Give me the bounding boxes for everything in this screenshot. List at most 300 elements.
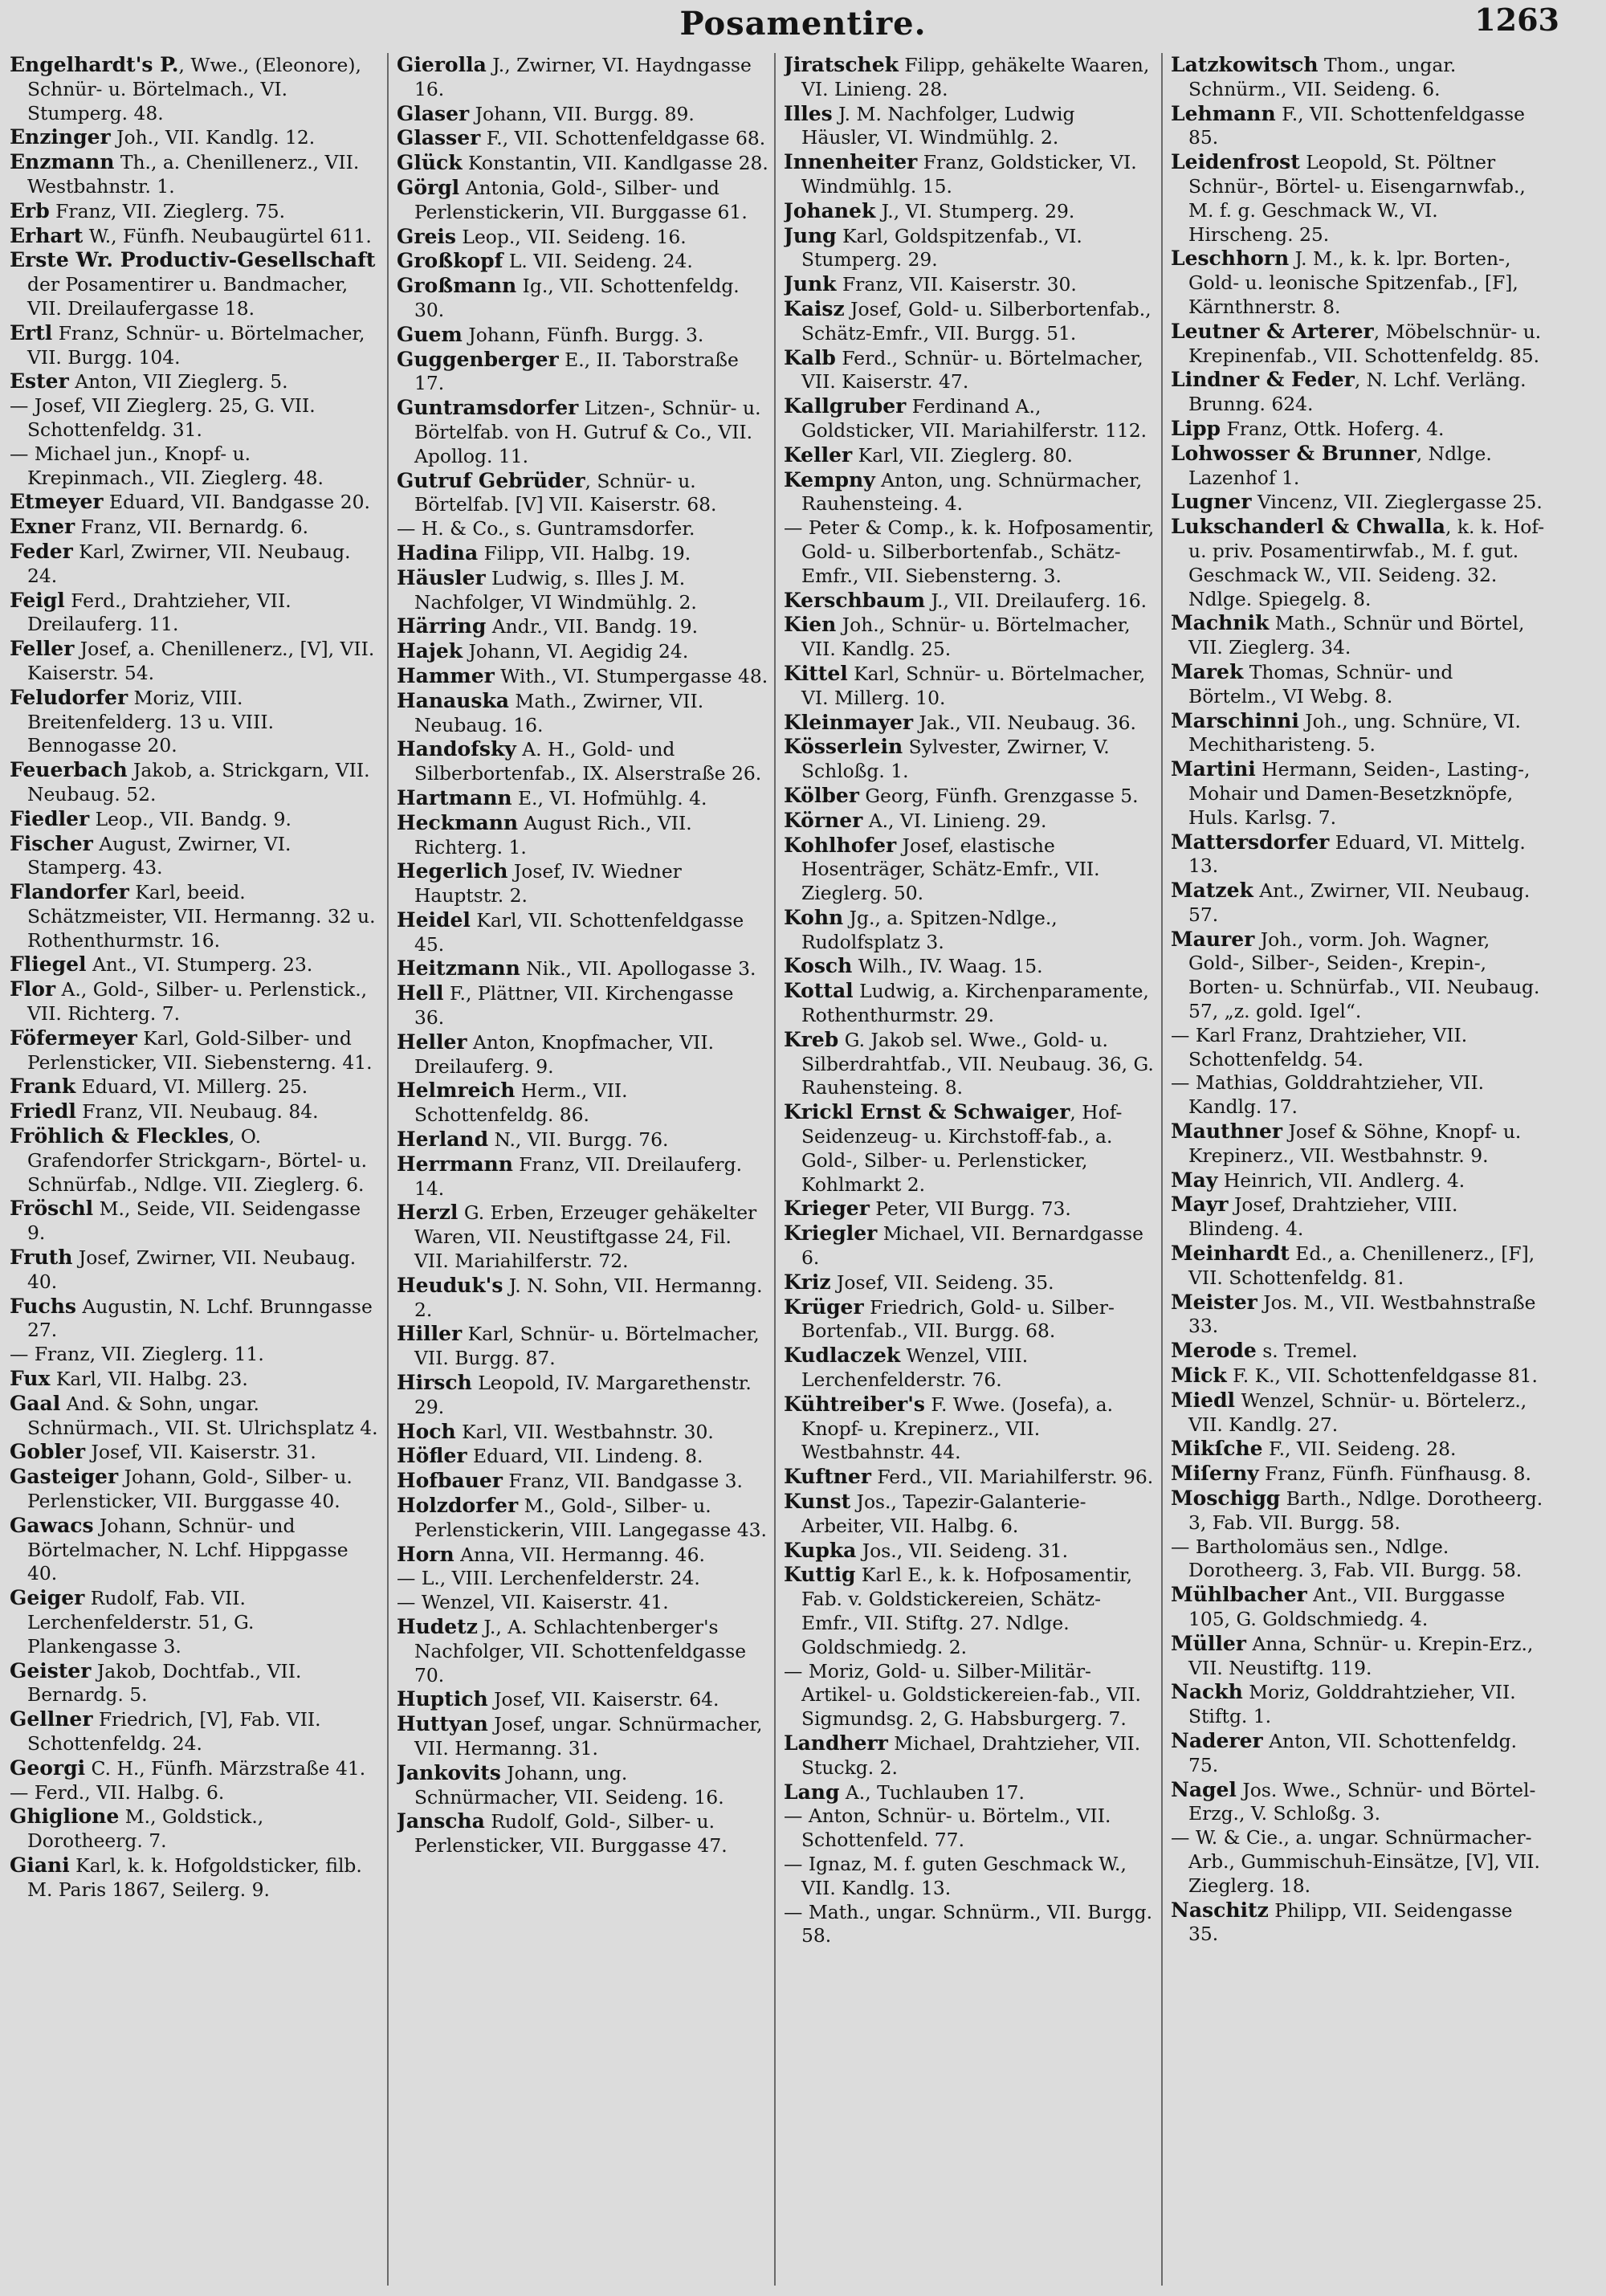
entry-name: Geister	[10, 1658, 92, 1682]
directory-entry	[784, 711, 1156, 736]
entry-details: Franz, VII. Dreilauferg. 14.	[414, 1152, 743, 1200]
entry-details: — Ignaz, M. f. guten Geschmack W., VII. Kandlg. 13.	[784, 1852, 1127, 1899]
entry-name: Mikſche	[1171, 1437, 1263, 1461]
entry-details: Michael, Drahtzieher, VII. Stuckg. 2.	[801, 1731, 1141, 1779]
directory-entry	[1171, 1119, 1545, 1168]
directory-entry	[397, 151, 769, 176]
directory-entry	[784, 1731, 1156, 1780]
entry-name: Naschitz	[1171, 1898, 1269, 1922]
entry-details: Franz, VII. Bandgasse 3.	[502, 1470, 743, 1493]
page-title: Posamentire.	[679, 5, 927, 43]
directory-entry	[784, 613, 1156, 662]
directory-entry	[10, 442, 382, 491]
directory-entry	[397, 1128, 769, 1152]
directory-entry	[784, 906, 1156, 955]
entry-details: F. K., VII. Schottenfeldgasse 81.	[1226, 1364, 1538, 1388]
entry-details: Ludwig, a. Kirchenparamente, Rothenthurmstr. 29.	[801, 980, 1149, 1027]
directory-entry	[10, 369, 382, 394]
entry-details: G. Jakob sel. Wwe., Gold- u. Silberdrahtfab., VII. Neubaug. 36, G. Rauhensteing. 8.	[801, 1028, 1154, 1099]
directory-entry	[397, 1079, 769, 1128]
directory-entry	[397, 737, 769, 786]
entry-name: Kreb	[784, 1027, 839, 1051]
directory-entry	[10, 1392, 382, 1441]
entry-name: Helmreich	[397, 1079, 516, 1103]
entry-details: Ferd., Schnür- u. Börtelmacher, VII. Kaiserstr. 47.	[801, 346, 1143, 394]
entry-details: Karl, k. k. Hofgoldsticker, filb. M. Paris 1867, Seilerg. 9.	[27, 1854, 362, 1901]
entry-details: F., VII. Seideng. 28.	[1262, 1438, 1457, 1461]
directory-entry	[784, 297, 1156, 346]
entry-details: Jos., VII. Seideng. 31.	[856, 1539, 1069, 1562]
entry-details: Anton, Knopfmacher, VII. Dreilauferg. 9.	[414, 1030, 715, 1078]
entry-name: Höfler	[397, 1444, 467, 1468]
entry-name: Erste Wr. Productiv-Gesellschaft	[10, 248, 376, 272]
entry-name: Hell	[397, 981, 444, 1005]
directory-entry	[1171, 1291, 1545, 1340]
entry-details: Ig., VII. Schottenfeldg. 30.	[414, 275, 740, 321]
entry-details: Ant., Zwirner, VII. Neubaug. 57.	[1188, 879, 1531, 926]
directory-entry	[784, 53, 1156, 102]
entry-name: Hadina	[397, 540, 479, 565]
directory-entry	[1171, 1437, 1545, 1462]
directory-entry	[10, 125, 382, 150]
entry-details: Johann, ung. Schnürmacher, VII. Seideng. 16.	[414, 1761, 724, 1809]
entry-name: Kriegler	[784, 1221, 878, 1246]
entry-details: Franz, Ottk. Hoferg. 4.	[1221, 417, 1445, 440]
entry-name: Naderer	[1171, 1728, 1263, 1752]
directory-entry	[784, 809, 1156, 834]
directory-entry	[1171, 1898, 1545, 1947]
entry-name: Latzkowitsch	[1171, 53, 1319, 76]
entry-details: — Michael jun., Knopf- u. Krepinmach., VII. Zieglerg. 48.	[10, 442, 324, 489]
entry-name: Miſerny	[1171, 1462, 1259, 1486]
directory-entry	[784, 735, 1156, 784]
entry-name: Kosch	[784, 954, 853, 978]
entry-name: Engelhardt's P.	[10, 53, 179, 76]
entry-name: Lohwosser & Brunner	[1171, 441, 1416, 465]
entry-name: Guggenberger	[397, 347, 559, 371]
directory-entry	[784, 1465, 1156, 1490]
entry-details: — Wenzel, VII. Kaiserstr. 41.	[397, 1591, 669, 1614]
entry-details: Franz, VII. Kaiserstr. 30.	[836, 273, 1077, 296]
directory-entry	[397, 1543, 769, 1568]
entry-details: Wenzel, Schnür- u. Börtelerz., VII. Kandlg. 27.	[1188, 1389, 1527, 1436]
directory-entry	[1171, 879, 1545, 928]
directory-entry	[784, 954, 1156, 979]
directory-entry	[1171, 1680, 1545, 1729]
directory-entry	[784, 1780, 1156, 1805]
directory-entry	[10, 1343, 382, 1367]
entry-name: Gobler	[10, 1440, 86, 1464]
entry-details: Thom., ungar. Schnürm., VII. Seideng. 6.	[1188, 54, 1457, 100]
entry-name: Gasteiger	[10, 1465, 119, 1489]
entry-details: M., Seide, VII. Seidengasse 9.	[27, 1197, 361, 1245]
entry-name: Herzl	[397, 1201, 459, 1225]
entry-details: Rudolf, Fab. VII. Lerchenfelderstr. 51, G. Plankengasse 3.	[27, 1587, 255, 1658]
entry-name: Flor	[10, 977, 56, 1001]
entry-name: Gutruf Gebrüder	[397, 468, 585, 492]
directory-entry	[784, 589, 1156, 614]
directory-entry	[1171, 1193, 1545, 1242]
directory-entry	[784, 1028, 1156, 1100]
column-3	[784, 53, 1163, 2286]
entry-details: Ant., VI. Stumperg. 23.	[86, 953, 313, 977]
entry-name: Kalb	[784, 345, 836, 369]
entry-details: E., II. Taborstraße 17.	[414, 348, 739, 395]
directory-entry	[10, 540, 382, 589]
directory-entry	[397, 249, 769, 274]
directory-entry	[397, 1322, 769, 1371]
entry-name: Kösserlein	[784, 735, 903, 759]
entry-name: Härring	[397, 614, 487, 638]
directory-entry	[784, 1221, 1156, 1270]
entry-details: Konstantin, VII. Kandlgasse 28.	[462, 152, 768, 175]
directory-entry	[1171, 515, 1545, 611]
entry-name: Heidel	[397, 907, 471, 932]
entry-details: Jakob, Dochtfab., VII. Bernardg. 5.	[27, 1659, 302, 1707]
entry-name: Körner	[784, 808, 863, 832]
entry-name: Erhart	[10, 223, 84, 247]
directory-entry	[397, 1687, 769, 1712]
directory-entry	[397, 1712, 769, 1761]
entry-details: Philipp, VII. Seidengasse 35.	[1188, 1898, 1513, 1946]
directory-entry	[397, 517, 769, 541]
directory-entry	[1171, 1168, 1545, 1193]
directory-entry	[10, 1756, 382, 1781]
entry-details: Karl, Gold-Silber- und Perlensticker, VII. Siebensterng. 41.	[27, 1026, 373, 1074]
entry-name: Ghiglione	[10, 1805, 120, 1829]
entry-name: Kupka	[784, 1538, 857, 1562]
entry-details: Johann, Schnür- und Börtelmacher, N. Lchf. Hippgasse 40.	[27, 1514, 349, 1585]
entry-details: A. H., Gold- und Silberbortenfab., IX. Alserstraße 26.	[414, 738, 762, 785]
directory-entry	[1171, 1389, 1545, 1438]
directory-entry	[10, 515, 382, 540]
entry-name: Meinhardt	[1171, 1242, 1290, 1266]
entry-details: Peter, VII Burgg. 73.	[869, 1197, 1071, 1221]
entry-name: Holzdorfer	[397, 1494, 519, 1518]
entry-details: Josef, VII. Kaiserstr. 64.	[487, 1688, 719, 1711]
entry-name: Giani	[10, 1853, 70, 1877]
entry-details: , O. Grafendorfer Strickgarn-, Börtel- u. Schnürfab., Ndlge. VII. Zieglerg. 6.	[27, 1125, 368, 1196]
entry-details: Filipp, gehäkelte Waaren, VI. Linieng. 28.	[801, 54, 1150, 100]
directory-entry	[1171, 1339, 1545, 1364]
directory-entry	[1171, 490, 1545, 515]
entry-details: Leopold, IV. Margarethenstr. 29.	[414, 1372, 752, 1418]
entry-details: G. Erben, Erzeuger gehäkelter Waren, VII. Neustiftgasse 24, Fil. VII. Mariahilferstr. 72.	[414, 1201, 757, 1273]
directory-entry	[10, 1124, 382, 1197]
directory-entry	[1171, 611, 1545, 660]
entry-name: Martini	[1171, 757, 1256, 781]
entry-name: Horn	[397, 1542, 454, 1566]
entry-name: Kohn	[784, 905, 844, 929]
entry-details: Jg., a. Spitzen-Ndlge., Rudolfsplatz 3.	[801, 906, 1058, 953]
directory-entry	[397, 1494, 769, 1543]
entry-name: Fruth	[10, 1246, 73, 1270]
directory-entry	[397, 1030, 769, 1079]
directory-entry	[1171, 830, 1545, 879]
entry-details: F., VII. Schottenfeldgasse 85.	[1188, 102, 1525, 149]
entry-name: Flandorfer	[10, 880, 129, 904]
entry-name: Fux	[10, 1367, 51, 1391]
entry-details: J. N. Sohn, VII. Hermanng. 2.	[414, 1274, 763, 1321]
entry-details: F. Wwe. (Josefa), a. Knopf- u. Krepinerz., VII. Westbahnstr. 44.	[801, 1393, 1114, 1464]
entry-details: Anna, VII. Hermanng. 46.	[454, 1543, 705, 1566]
entry-name: Fiedler	[10, 806, 90, 830]
entry-details: Michael, VII. Bernardgasse 6.	[801, 1222, 1143, 1270]
entry-name: Gaal	[10, 1391, 61, 1415]
entry-details: , Hof-Seidenzeug- u. Kirchstoff-fab., a. Gold-, Silber- u. Perlensticker, Kohlmarkt 2.	[801, 1101, 1123, 1196]
directory-entry	[10, 1659, 382, 1708]
directory-entry	[397, 102, 769, 127]
directory-entry	[1171, 320, 1545, 369]
entry-details: Josef, elastische Hosenträger, Schätz-Emfr., VII. Zieglerg. 50.	[801, 834, 1100, 905]
entry-name: Großkopf	[397, 249, 503, 273]
entry-name: Kien	[784, 613, 837, 637]
directory-entry	[397, 981, 769, 1030]
entry-name: Mühlbacher	[1171, 1583, 1307, 1607]
entry-details: Josef, Gold- u. Silberbortenfab., Schätz-Emfr., VII. Burgg. 51.	[801, 297, 1152, 345]
entry-details: Eduard, VI. Millerg. 25.	[75, 1075, 308, 1099]
directory-entry	[784, 102, 1156, 151]
entry-name: Ester	[10, 369, 69, 394]
entry-name: Leidenfrost	[1171, 150, 1300, 174]
entry-details: Josef, a. Chenillenerz., [V], VII. Kaiserstr. 54.	[27, 638, 375, 684]
entry-details: Karl E., k. k. Hofposamentir, Fab. v. Goldstickereien, Schätz-Emfr., VII. Stiftg. 27. Ndlge. Goldschmiedg. 2.	[801, 1564, 1133, 1658]
directory-entry	[397, 1371, 769, 1420]
directory-entry	[397, 1274, 769, 1323]
entry-details: Johann, Fünfh. Burgg. 3.	[462, 323, 704, 346]
entry-details: W., Fünfh. Neubaugürtel 611.	[83, 224, 372, 247]
directory-entry	[397, 811, 769, 860]
entry-name: Merode	[1171, 1339, 1257, 1363]
entry-name: Maurer	[1171, 927, 1255, 951]
entry-details: Ferd., Drahtzieher, VII. Dreilauferg. 11.	[27, 589, 291, 636]
entry-details: Jakob, a. Strickgarn, VII. Neubaug. 52.	[27, 759, 370, 805]
directory-entry	[10, 199, 382, 224]
entry-details: Ed., a. Chenillenerz., [F], VII. Schottenfeldg. 81.	[1188, 1242, 1535, 1289]
entry-name: Huptich	[397, 1687, 488, 1711]
entry-details: N., VII. Burgg. 76.	[488, 1128, 669, 1152]
directory-entry	[784, 1100, 1156, 1197]
entry-details: F., VII. Schottenfeldgasse 68.	[480, 127, 766, 150]
directory-entry	[10, 1514, 382, 1586]
entry-details: — L., VIII. Lerchenfelderstr. 24.	[397, 1567, 700, 1590]
directory-entry	[397, 541, 769, 566]
directory-entry	[397, 274, 769, 323]
entry-name: Feludorfer	[10, 685, 128, 709]
directory-entry	[10, 1295, 382, 1344]
entry-details: Joh., ung. Schnüre, VI. Mechitharisteng. 5.	[1188, 709, 1521, 756]
column-4	[1171, 53, 1550, 2286]
directory-entry	[10, 1075, 382, 1099]
entry-details: Karl, Schnür- u. Börtelmacher, VII. Burgg. 87.	[414, 1323, 760, 1370]
directory-entry	[784, 1563, 1156, 1659]
directory-entry	[397, 323, 769, 348]
entry-details: August Rich., VII. Richterg. 1.	[414, 811, 692, 858]
directory-entry	[10, 490, 382, 515]
entry-details: s. Tremel.	[1256, 1340, 1358, 1363]
entry-details: — W. & Cie., a. ungar. Schnürmacher-Arb., Gummischuh-Einsätze, [V], VII. Zieglerg. 18.	[1171, 1826, 1540, 1897]
directory-entry	[1171, 1535, 1545, 1584]
entry-details: With., VI. Stumpergasse 48.	[494, 664, 768, 687]
entry-details: Nik., VII. Apollogasse 3.	[520, 957, 756, 981]
directory-entry	[10, 150, 382, 199]
entry-name: Enzmann	[10, 150, 115, 174]
entry-name: Leschhorn	[1171, 247, 1290, 271]
entry-details: Anton, VII Zieglerg. 5.	[68, 370, 288, 394]
entry-name: Ertl	[10, 320, 53, 345]
directory-entry	[784, 1270, 1156, 1295]
entry-name: Handofsky	[397, 737, 516, 761]
directory-entry	[397, 1420, 769, 1445]
entry-name: Hirsch	[397, 1371, 472, 1395]
directory-entry	[10, 224, 382, 249]
directory-entry	[10, 1586, 382, 1658]
entry-name: Krieger	[784, 1197, 870, 1221]
entry-details: — Math., ungar. Schnürm., VII. Burgg. 58.	[784, 1900, 1153, 1947]
directory-entry	[10, 394, 382, 442]
entry-name: Matzek	[1171, 879, 1253, 903]
entry-name: Jankovits	[397, 1760, 501, 1784]
directory-entry	[1171, 1486, 1545, 1535]
entry-details: Sylvester, Zwirner, V. Schloßg. 1.	[801, 736, 1110, 783]
entry-details: Augustin, N. Lchf. Brunngasse 27.	[27, 1295, 373, 1342]
entry-details: Anton, ung. Schnürmacher, Rauhensteing. 4.	[801, 468, 1143, 516]
entry-name: Kaisz	[784, 296, 845, 320]
directory-entry	[784, 272, 1156, 297]
entry-details: Franz, VII. Zieglerg. 75.	[49, 199, 286, 222]
entry-details: , Ndlge. Lazenhof 1.	[1188, 442, 1492, 489]
directory-entry	[10, 1197, 382, 1246]
directory-entry	[1171, 928, 1545, 1024]
entry-details: , Möbelschnür- u. Krepinenfab., VII. Schottenfeldg. 85.	[1188, 320, 1542, 367]
directory-entry	[397, 859, 769, 908]
entry-details: J., VI. Stumperg. 29.	[875, 199, 1075, 222]
directory-entry	[784, 1344, 1156, 1393]
entry-details: Karl, VII. Westbahnstr. 30.	[455, 1420, 714, 1443]
directory-entry	[10, 248, 382, 320]
entry-details: — Josef, VII Zieglerg. 25, G. VII. Schottenfeldg. 31.	[10, 394, 316, 441]
directory-entry	[784, 516, 1156, 588]
entry-name: Feder	[10, 539, 73, 563]
directory-entry	[784, 468, 1156, 517]
directory-entry	[10, 1781, 382, 1805]
entry-details: Johann, VII. Burgg. 89.	[469, 102, 695, 125]
directory-entry	[1171, 660, 1545, 709]
entry-details: — Ferd., VII. Halbg. 6.	[10, 1780, 225, 1804]
directory-entry	[10, 1246, 382, 1295]
entry-name: Marschinni	[1171, 708, 1299, 732]
entry-name: Marek	[1171, 659, 1244, 683]
directory-entry	[1171, 102, 1545, 151]
entry-details: Josef & Söhne, Knopf- u. Krepinerz., VII. Westbahnstr. 9.	[1188, 1120, 1522, 1167]
entry-details: Karl, VII. Zieglerg. 80.	[852, 443, 1073, 467]
entry-name: Glasser	[397, 126, 481, 150]
entry-details: Anton, VII. Schottenfeldg. 75.	[1188, 1729, 1518, 1776]
directory-entry	[10, 880, 382, 952]
entry-name: Machnik	[1171, 611, 1270, 635]
entry-name: Heckmann	[397, 810, 519, 834]
page-number: 1263	[1474, 2, 1559, 38]
directory-entry	[1171, 1778, 1545, 1827]
directory-entry	[397, 1469, 769, 1494]
entry-details: Math., Schnür und Börtel, VII. Zieglerg. 34.	[1188, 612, 1525, 659]
directory-entry	[10, 53, 382, 125]
entry-name: Fischer	[10, 831, 93, 855]
directory-entry	[784, 1295, 1156, 1344]
entry-details: Joh., vorm. Joh. Wagner, Gold-, Silber-, Seiden-, Krepin-, Borten- u. Schnürfab., VII. Neubaug. 57, „z. gold. Igel“.	[1188, 928, 1540, 1023]
directory-entry	[1171, 1729, 1545, 1778]
directory-entry	[397, 1444, 769, 1469]
directory-entry	[784, 224, 1156, 273]
entry-details: Friedrich, Gold- u. Silber-Bortenfab., VII. Burgg. 68.	[801, 1295, 1115, 1343]
entry-details: Ant., VII. Burggasse 105, G. Goldschmiedg. 4.	[1188, 1584, 1506, 1630]
entry-details: — H. & Co., s. Guntramsdorfer.	[397, 517, 695, 540]
entry-details: C. H., Fünfh. Märzstraße 41.	[85, 1756, 366, 1780]
entry-name: Lugner	[1171, 490, 1252, 514]
entry-details: F., Plättner, VII. Kirchengasse 36.	[414, 982, 734, 1030]
entry-details: Karl, VII. Halbg. 23.	[50, 1368, 248, 1391]
entry-details: Ferd., VII. Mariahilferstr. 96.	[870, 1466, 1154, 1489]
column-1	[10, 53, 389, 2286]
directory-entry	[10, 589, 382, 638]
entry-name: Herrmann	[397, 1152, 513, 1176]
entry-name: Kuftner	[784, 1465, 871, 1489]
entry-details: J., Zwirner, VI. Haydngasse 16.	[414, 54, 752, 100]
directory-entry	[397, 786, 769, 811]
directory-entry	[784, 199, 1156, 224]
entry-name: Kittel	[784, 661, 848, 685]
entry-details: E., VI. Hofmühlg. 4.	[512, 786, 707, 810]
entry-details: Eduard, VII. Lindeng. 8.	[467, 1445, 703, 1468]
entry-details: Josef, VII. Seideng. 35.	[830, 1270, 1054, 1294]
directory-entry	[784, 1393, 1156, 1465]
directory-entry	[397, 469, 769, 518]
entry-details: M., Gold-, Silber- u. Perlenstickerin, VIII. Langegasse 43.	[414, 1495, 767, 1541]
entry-details: J., A. Schlachtenberger's Nachfolger, VII. Schottenfeldgasse 70.	[414, 1616, 747, 1686]
entry-details: Josef, ungar. Schnürmacher, VII. Hermanng. 31.	[414, 1713, 763, 1760]
entry-name: Kohlhofer	[784, 833, 897, 857]
entry-details: Karl, Zwirner, VII. Neubaug. 24.	[27, 540, 351, 587]
entry-details: Moriz, VIII. Breitenfelderg. 13 u. VIII. Bennogasse 20.	[27, 686, 275, 757]
entry-details: Ludwig, s. Illes J. M. Nachfolger, VI Windmühlg. 2.	[414, 566, 697, 614]
entry-details: Jos. M., VII. Westbahnstraße 33.	[1188, 1291, 1536, 1338]
entry-details: Antonia, Gold-, Silber- und Perlenstickerin, VII. Burggasse 61.	[414, 176, 748, 223]
entry-name: Mayr	[1171, 1193, 1229, 1217]
entry-name: Kleinmayer	[784, 710, 914, 734]
directory-entry	[784, 834, 1156, 906]
entry-name: Kölber	[784, 783, 859, 807]
entry-name: Nagel	[1171, 1777, 1237, 1801]
entry-name: Herland	[397, 1128, 489, 1152]
entry-name: Guntramsdorfer	[397, 396, 579, 420]
directory-entry	[784, 443, 1156, 468]
directory-entry	[10, 1707, 382, 1756]
directory-entry	[397, 53, 769, 102]
entry-details: Math., Zwirner, VII. Neubaug. 16.	[414, 689, 704, 736]
entry-name: Miedl	[1171, 1388, 1236, 1412]
entry-details: Josef, Zwirner, VII. Neubaug. 40.	[27, 1246, 357, 1293]
directory-entry	[397, 1591, 769, 1615]
directory-entry	[397, 1809, 769, 1858]
directory-entry	[1171, 442, 1545, 491]
entry-name: Hajek	[397, 639, 463, 663]
entry-details: Franz, VII. Bernardg. 6.	[75, 516, 309, 539]
entry-name: Fliegel	[10, 952, 87, 977]
directory-entry	[1171, 150, 1545, 247]
entry-details: And. & Sohn, ungar. Schnürmach., VII. St. Ulrichsplatz 4.	[27, 1392, 378, 1439]
entry-name: Hiller	[397, 1322, 463, 1346]
directory-entry	[784, 1197, 1156, 1221]
